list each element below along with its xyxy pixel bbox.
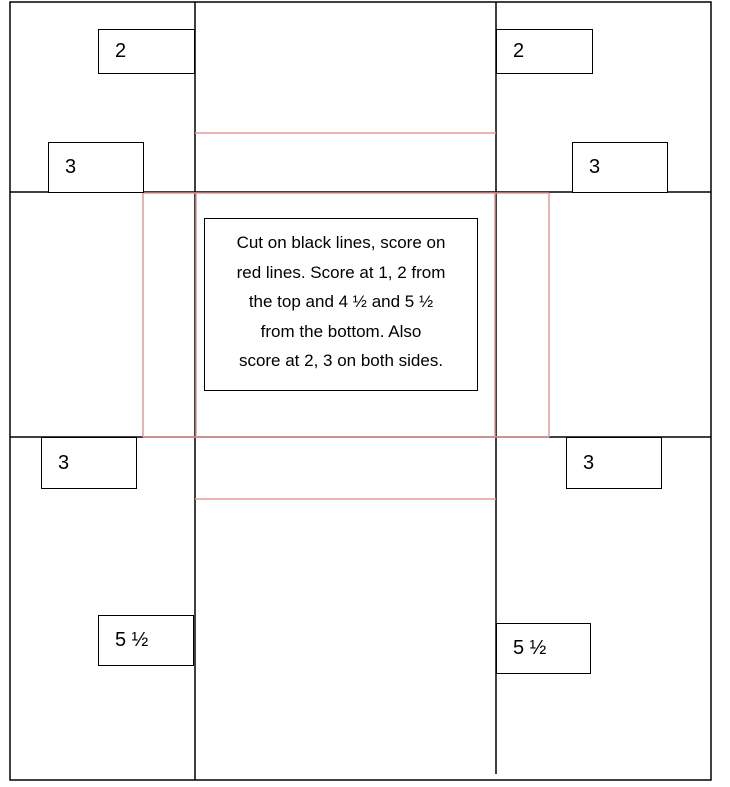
instructions-line: Cut on black lines, score on [236, 233, 446, 252]
label-lower-right: 3 [566, 437, 662, 489]
label-upper-right: 3 [572, 142, 668, 193]
instructions-box [204, 218, 478, 391]
instructions-line: the top and 4 ½ and 5 ½ [248, 292, 434, 311]
label-top-left: 2 [98, 29, 195, 74]
label-upper-left: 3 [48, 142, 144, 193]
instructions-line: red lines. Score at 1, 2 from [236, 262, 446, 282]
instructions-line: from the bottom. Also [260, 321, 422, 341]
label-lower-left: 3 [41, 437, 137, 489]
label-bottom-left: 5 ½ [98, 615, 194, 666]
label-top-right: 2 [496, 29, 593, 74]
label-bottom-right: 5 ½ [496, 623, 591, 674]
instructions-line: score at 2, 3 on both sides. [238, 351, 444, 370]
